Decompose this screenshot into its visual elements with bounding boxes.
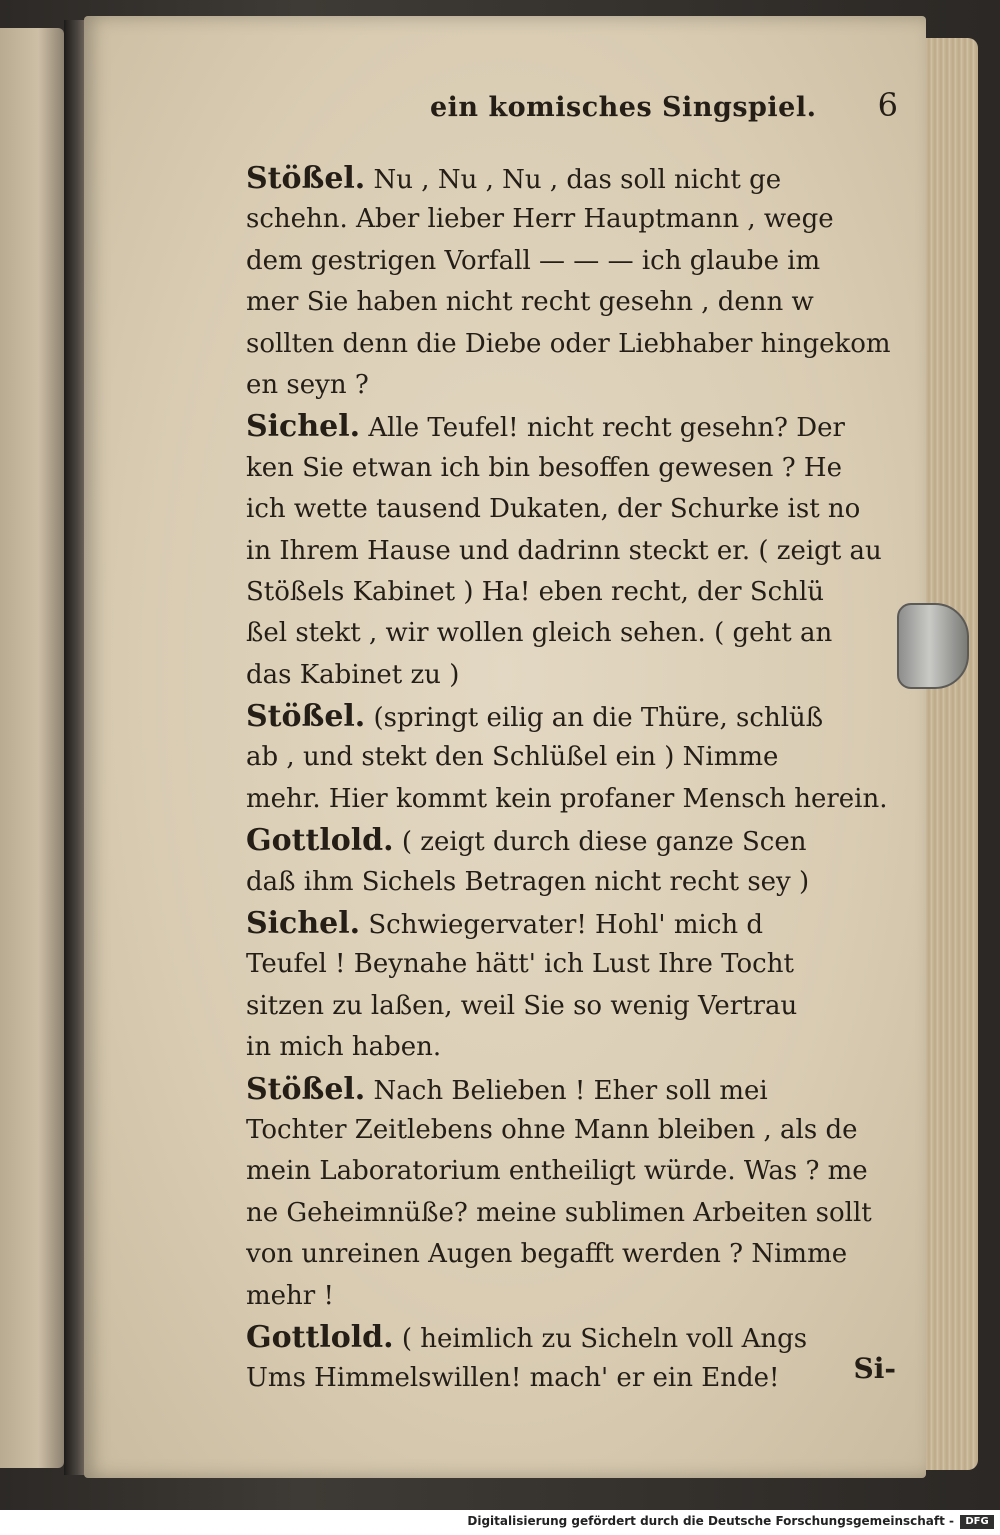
text-block bbox=[246, 86, 906, 1402]
text-line bbox=[246, 986, 906, 1027]
text-line bbox=[246, 1234, 906, 1275]
text-line bbox=[246, 613, 906, 654]
left-page-edge bbox=[0, 28, 64, 1468]
line-text: Schwiegervater! Hohl' mich d bbox=[360, 910, 764, 941]
line-text: von unreinen Augen begafft werden ? Nimme bbox=[246, 1239, 848, 1270]
text-line bbox=[246, 572, 906, 613]
text-line bbox=[246, 944, 906, 985]
speaker-name: Stößel. bbox=[246, 161, 366, 196]
text-line bbox=[246, 655, 906, 696]
text-line bbox=[246, 903, 906, 944]
speaker-name: Sichel. bbox=[246, 409, 361, 445]
line-text: ab , und stekt den Schlüßel ein ) Nimme bbox=[246, 742, 779, 773]
text-line bbox=[246, 531, 906, 572]
line-text: mehr. Hier kommt kein profaner Mensch herein. bbox=[246, 783, 888, 814]
line-text: das Kabinet zu ) bbox=[246, 659, 460, 690]
text-line bbox=[246, 779, 906, 820]
line-text: mein Laboratorium entheiligt würde. Was ? me bbox=[246, 1156, 868, 1187]
line-text: ich wette tausend Dukaten, der Schurke ist no bbox=[246, 494, 861, 525]
page-body bbox=[246, 158, 906, 1400]
text-line bbox=[246, 1276, 906, 1317]
page-header bbox=[246, 86, 906, 132]
footer-credit: Digitalisierung gefördert durch die Deutsche Forschungsgemeinschaft - bbox=[467, 1514, 954, 1528]
line-text: Stößels Kabinet ) Ha! eben recht, der Schlü bbox=[246, 576, 825, 607]
line-text: Nu , Nu , Nu , das soll nicht ge bbox=[365, 165, 782, 195]
text-line bbox=[246, 1358, 906, 1399]
line-text: Alle Teufel! nicht recht gesehn? Der bbox=[360, 413, 845, 444]
line-text: ne Geheimnüße? meine sublimen Arbeiten sollt bbox=[246, 1197, 872, 1228]
line-text: schehn. Aber lieber Herr Hauptmann , wege bbox=[246, 204, 834, 235]
line-text: Ums Himmelswillen! mach' er ein Ende! bbox=[246, 1363, 780, 1394]
dfg-logo: DFG bbox=[960, 1515, 994, 1529]
text-line bbox=[246, 820, 906, 861]
book-gutter bbox=[64, 20, 86, 1475]
line-text: in Ihrem Hause und dadrinn steckt er. ( zeigt au bbox=[246, 535, 882, 566]
line-text: ßel stekt , wir wollen gleich sehen. ( geht an bbox=[246, 618, 833, 649]
line-text: sitzen zu laßen, weil Sie so wenig Vertrau bbox=[246, 990, 798, 1021]
text-line bbox=[246, 199, 906, 240]
text-line bbox=[246, 737, 906, 778]
line-text: sollten denn die Diebe oder Liebhaber hingekom bbox=[246, 328, 891, 359]
line-text: (springt eilig an die Thüre, schlüß bbox=[365, 703, 824, 734]
speaker-name: Stößel. bbox=[246, 1071, 366, 1107]
line-text: dem gestrigen Vorfall — — — ich glaube im bbox=[246, 245, 821, 276]
text-line bbox=[246, 1027, 906, 1068]
line-text: en seyn ? bbox=[246, 369, 369, 400]
text-line bbox=[246, 1151, 906, 1192]
text-line bbox=[246, 365, 906, 406]
speaker-name: Sichel. bbox=[246, 906, 361, 942]
page-number: 6 bbox=[877, 86, 898, 124]
line-text: ( zeigt durch diese ganze Scen bbox=[393, 827, 807, 858]
text-line bbox=[246, 1317, 906, 1358]
page-fore-edge bbox=[926, 38, 978, 1470]
text-line bbox=[246, 241, 906, 282]
speaker-name: Gottlold. bbox=[246, 1319, 394, 1355]
text-line bbox=[246, 158, 906, 199]
line-text: ( heimlich zu Sicheln voll Angs bbox=[393, 1323, 808, 1354]
text-line bbox=[246, 324, 906, 365]
line-text: Teufel ! Beynahe hätt' ich Lust Ihre Tocht bbox=[246, 949, 794, 980]
text-line bbox=[246, 489, 906, 530]
catchword: Si- bbox=[853, 1352, 896, 1385]
line-text: daß ihm Sichels Betragen nicht recht sey ) bbox=[246, 866, 810, 897]
speaker-name: Stößel. bbox=[246, 699, 366, 735]
line-text: mehr ! bbox=[246, 1280, 334, 1311]
text-line bbox=[246, 1069, 906, 1110]
line-text: mer Sie haben nicht recht gesehn , denn w bbox=[246, 287, 814, 318]
text-line bbox=[246, 448, 906, 489]
text-line bbox=[246, 282, 906, 323]
footer-bar bbox=[0, 1510, 1000, 1535]
text-line bbox=[246, 862, 906, 903]
text-line bbox=[246, 696, 906, 737]
text-line bbox=[246, 406, 906, 447]
line-text: Nach Belieben ! Eher soll mei bbox=[365, 1075, 768, 1106]
text-line bbox=[246, 1110, 906, 1151]
speaker-name: Gottlold. bbox=[246, 823, 394, 859]
line-text: Tochter Zeitlebens ohne Mann bleiben , als de bbox=[246, 1114, 858, 1145]
text-line bbox=[246, 1193, 906, 1234]
book-clasp bbox=[897, 603, 969, 689]
line-text: in mich haben. bbox=[246, 1032, 442, 1063]
running-head: ein komisches Singspiel. bbox=[430, 92, 817, 123]
line-text: ken Sie etwan ich bin besoffen gewesen ? He bbox=[246, 452, 842, 483]
